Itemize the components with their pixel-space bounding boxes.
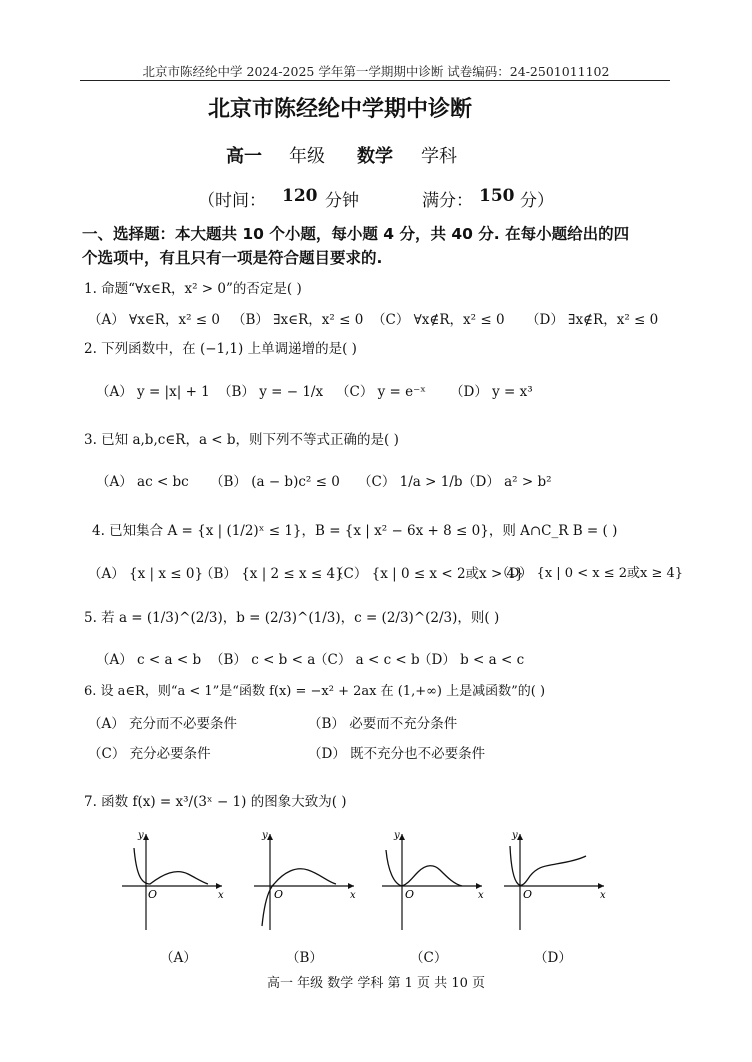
section-heading-line2: 个选项中，有且只有一项是符合题目要求的. — [82, 249, 383, 267]
time-open: （时间： — [198, 191, 266, 211]
graph-d-x-arrow — [598, 883, 604, 889]
score-unit: 分） — [520, 191, 554, 211]
graph-c-y-label: y — [394, 830, 400, 841]
graph-d-origin: O — [523, 888, 533, 901]
question-3-option-b: （B） (a − b)c² ≤ 0 — [210, 474, 340, 490]
question-2-option-c: （C） y = e⁻ˣ — [336, 384, 426, 400]
question-5-option-c: （C） a < c < b — [314, 652, 420, 668]
question-5-option-d: （D） b < a < c — [418, 652, 525, 668]
question-4-option-a: （A） {x | x ≤ 0} — [88, 566, 204, 582]
graph-d — [500, 826, 610, 936]
graph-b — [250, 826, 360, 936]
question-5-option-b: （B） c < b < a — [210, 652, 316, 668]
graph-b-x-arrow — [348, 883, 354, 889]
graph-a-origin: O — [148, 888, 158, 901]
subject-word: 学科 — [421, 146, 457, 167]
question-1-option-b: （B） ∃x∈R，x² ≤ 0 — [232, 312, 364, 328]
graph-d-y-arrow — [517, 834, 523, 840]
graph-c-curve — [386, 850, 462, 886]
graph-a-x-arrow — [216, 883, 222, 889]
graph-b-origin: O — [274, 888, 284, 901]
time-minutes-unit: 分钟 — [325, 191, 359, 211]
question-4-option-b: （B） {x | 2 ≤ x ≤ 4} — [200, 566, 344, 582]
graph-a-curve — [134, 848, 208, 884]
page-footer: 高一 年级 数学 学科 第 1 页 共 10 页 — [266, 976, 485, 991]
question-7-option-b: （B） — [286, 950, 323, 966]
graph-c-y-arrow — [399, 834, 405, 840]
question-3-stem: 3. 已知 a,b,c∈R，a < b，则下列不等式正确的是( ) — [84, 432, 399, 448]
score-value: 150 — [479, 186, 515, 206]
graph-b-y-label: y — [262, 830, 268, 841]
graph-d-x-label: x — [600, 890, 606, 901]
subject: 数学 — [357, 146, 393, 167]
question-2-stem: 2. 下列函数中，在 (−1,1) 上单调递增的是( ) — [84, 341, 357, 357]
question-6-stem: 6. 设 a∈R，则“a < 1”是“函数 f(x) = −x² + 2ax 在 (1,+∞) 上是减函数”的( ) — [84, 684, 546, 699]
running-header: 北京市陈经纶中学 2024-2025 学年第一学期期中诊断 试卷编码：24-2501011102 — [142, 64, 610, 79]
question-7-option-c: （C） — [410, 950, 448, 966]
graph-b-x-label: x — [350, 890, 356, 901]
graph-a-x-label: x — [218, 890, 224, 901]
question-3-option-a: （A） ac < bc — [96, 474, 189, 490]
question-3-option-c: （C） 1/a > 1/b — [358, 474, 463, 490]
header-rule — [80, 80, 670, 81]
graph-c-x-label: x — [478, 890, 484, 901]
question-4-stem: 4. 已知集合 A = {x | (1/2)ˣ ≤ 1}，B = {x | x² − 6x + 8 ≤ 0}，则 A∩C_R B = ( ) — [92, 523, 618, 539]
page-title: 北京市陈经纶中学期中诊断 — [207, 97, 472, 122]
question-7-option-d: （D） — [534, 950, 572, 966]
question-4-option-d: （D） {x | 0 < x ≤ 2或x ≥ 4} — [496, 566, 684, 581]
section-heading-line1: 一、选择题：本大题共 10 个小题，每小题 4 分，共 40 分. 在每小题给出的四 — [82, 225, 630, 243]
graph-d-curve — [510, 846, 586, 885]
question-1-stem: 1. 命题“∀x∈R，x² > 0”的否定是( ) — [84, 281, 302, 297]
graph-c-origin: O — [405, 888, 415, 901]
question-5-option-a: （A） c < a < b — [96, 652, 202, 668]
question-2-option-d: （D） y = x³ — [450, 384, 533, 400]
question-5-stem: 5. 若 a = (1/3)^(2/3)，b = (2/3)^(1/3)，c = (2/3)^(2/3)，则( ) — [84, 610, 500, 626]
question-2-option-a: （A） y = |x| + 1 — [96, 384, 210, 400]
question-3-option-d: （D） a² > b² — [462, 474, 552, 490]
graph-c-x-arrow — [476, 883, 482, 889]
question-6-option-d: （D） 既不充分也不必要条件 — [308, 746, 486, 762]
time-minutes: 120 — [282, 186, 318, 206]
score-label: 满分： — [422, 191, 473, 211]
graph-a — [118, 826, 228, 936]
question-6-option-b: （B） 必要而不充分条件 — [308, 716, 458, 732]
question-2-option-b: （B） y = − 1/x — [218, 384, 324, 400]
question-6-option-c: （C） 充分必要条件 — [88, 746, 211, 762]
grade-word: 年级 — [289, 146, 325, 167]
question-7-option-a: （A） — [160, 950, 197, 966]
question-7-stem: 7. 函数 f(x) = x³/(3ˣ − 1) 的图象大致为( ) — [84, 794, 347, 810]
graph-a-y-label: y — [138, 830, 144, 841]
question-1-option-c: （C） ∀x∉R，x² ≤ 0 — [372, 312, 505, 328]
graph-a-y-arrow — [143, 834, 149, 840]
question-4-option-c: （C） {x | 0 ≤ x < 2或x > 4} — [330, 566, 524, 582]
question-1-option-a: （A） ∀x∈R，x² ≤ 0 — [88, 312, 220, 328]
grade: 高一 — [226, 146, 262, 167]
graph-b-y-arrow — [267, 834, 273, 840]
graph-c — [378, 826, 488, 936]
question-1-option-d: （D） ∃x∉R，x² ≤ 0 — [526, 312, 659, 328]
question-6-option-a: （A） 充分而不必要条件 — [88, 716, 238, 732]
graph-d-y-label: y — [512, 830, 518, 841]
